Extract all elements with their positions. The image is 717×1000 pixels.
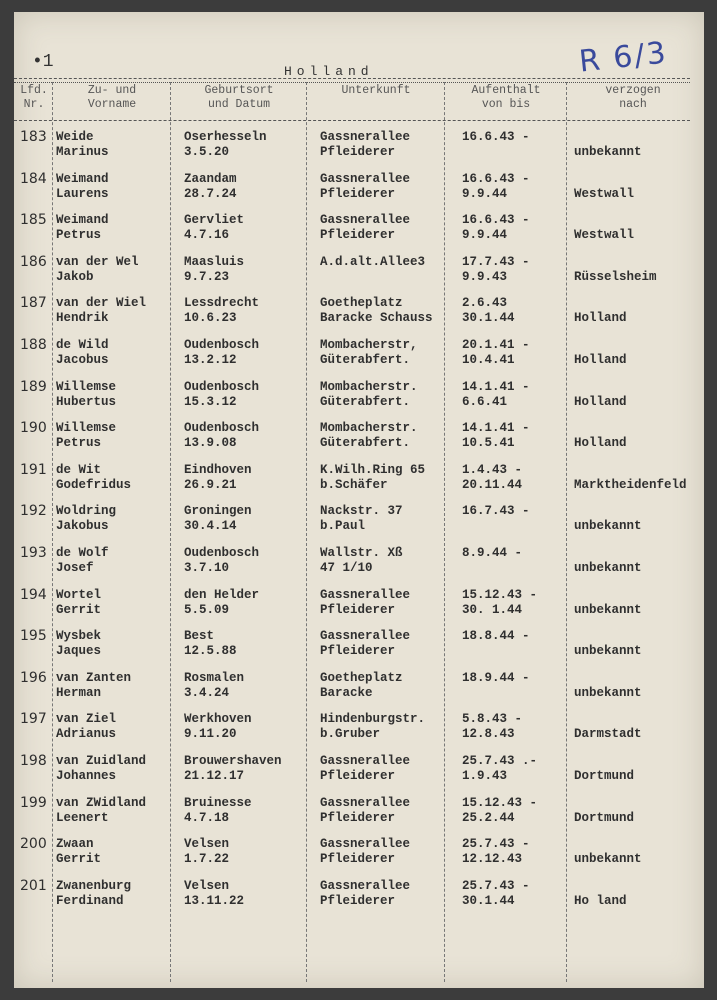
quarters: Gassnerallee Pfleiderer bbox=[320, 754, 411, 783]
moved-to: unbekannt bbox=[574, 685, 642, 700]
page-title: Holland bbox=[284, 64, 374, 79]
moved-to: Darmstadt bbox=[574, 727, 642, 742]
row-number: 189 bbox=[20, 378, 47, 395]
quarters: Gassnerallee Pfleiderer bbox=[320, 837, 411, 867]
row-number: 185 bbox=[20, 212, 47, 229]
row-number: 188 bbox=[20, 337, 47, 353]
birthplace-date: Brouwershaven 21.12.17 bbox=[184, 754, 282, 783]
person-name: de Wolf Josef bbox=[56, 546, 109, 575]
row-number: 201 bbox=[20, 877, 47, 894]
birthplace-date: Velsen 13.11.22 bbox=[184, 878, 245, 908]
person-name: van der Wiel Hendrik bbox=[56, 296, 147, 326]
table-row bbox=[14, 255, 704, 295]
quarters: Gassnerallee Pfleiderer bbox=[320, 213, 411, 243]
header-birth: Geburtsort und Datum bbox=[204, 84, 274, 111]
row-number: 198 bbox=[20, 753, 47, 769]
person-name: Woldring Jakobus bbox=[56, 504, 117, 534]
quarters: Mombacherstr. Güterabfert. bbox=[320, 421, 418, 451]
person-name: Willemse Petrus bbox=[56, 421, 117, 451]
birthplace-date: Gervliet 4.7.16 bbox=[184, 213, 245, 243]
row-number: 186 bbox=[20, 253, 47, 270]
table-row bbox=[14, 463, 704, 503]
moved-to: unbekannt bbox=[574, 145, 642, 159]
table-row bbox=[14, 588, 704, 628]
quarters: Gassnerallee Pfleiderer bbox=[320, 629, 411, 659]
birthplace-date: Werkhoven 9.11.20 bbox=[184, 712, 252, 742]
row-number: 190 bbox=[20, 420, 47, 437]
moved-to: Westwall bbox=[574, 186, 635, 201]
table-row bbox=[14, 629, 704, 669]
moved-to: unbekannt bbox=[574, 561, 642, 575]
moved-to: unbekannt bbox=[574, 519, 642, 534]
person-name: Wortel Gerrit bbox=[56, 587, 102, 617]
birthplace-date: Rosmalen 3.4.24 bbox=[184, 670, 245, 700]
quarters: K.Wilh.Ring 65 b.Schäfer bbox=[320, 462, 426, 492]
person-name: Weimand Petrus bbox=[56, 213, 109, 243]
moved-to: Marktheidenfeld bbox=[574, 477, 687, 492]
table-row bbox=[14, 879, 704, 919]
birthplace-date: Maasluis 9.7.23 bbox=[184, 254, 245, 284]
corner-mark: •1 bbox=[32, 52, 54, 72]
moved-to: unbekannt bbox=[574, 644, 642, 659]
person-name: Weide Marinus bbox=[56, 130, 109, 159]
quarters: Goetheplatz Baracke bbox=[320, 670, 403, 700]
moved-to: Westwall bbox=[574, 228, 635, 243]
moved-to: Holland bbox=[574, 394, 627, 409]
table-row bbox=[14, 338, 704, 378]
quarters: Gassnerallee Pfleiderer bbox=[320, 795, 411, 825]
quarters: Wallstr. Xß 47 1/10 bbox=[320, 546, 403, 575]
person-name: van Ziel Adrianus bbox=[56, 712, 117, 742]
table-row bbox=[14, 172, 704, 212]
row-number: 196 bbox=[20, 669, 47, 686]
birthplace-date: Velsen 1.7.22 bbox=[184, 837, 230, 867]
moved-to: unbekannt bbox=[574, 852, 642, 867]
table-row bbox=[14, 213, 704, 253]
moved-to: Ho land bbox=[574, 893, 627, 908]
quarters: Hindenburgstr. b.Gruber bbox=[320, 712, 426, 742]
stay-period: 1.4.43 - 20.11.44 bbox=[462, 462, 523, 492]
header-moved: verzogen nach bbox=[605, 84, 661, 111]
table-row bbox=[14, 421, 704, 461]
table-row bbox=[14, 130, 704, 170]
person-name: Wysbek Jaques bbox=[56, 629, 102, 659]
person-name: van Zuidland Johannes bbox=[56, 754, 147, 783]
stay-period: 25.7.43 - 30.1.44 bbox=[462, 878, 530, 908]
header-stay: Aufenthalt von bis bbox=[471, 84, 541, 111]
person-name: van ZWidland Leenert bbox=[56, 795, 147, 825]
stay-period: 14.1.41 - 6.6.41 bbox=[462, 379, 530, 409]
row-number: 192 bbox=[20, 503, 47, 520]
birthplace-date: Oserhesseln 3.5.20 bbox=[184, 130, 267, 159]
row-number: 195 bbox=[20, 628, 47, 645]
birthplace-date: Bruinesse 4.7.18 bbox=[184, 795, 252, 825]
document-sheet bbox=[14, 12, 704, 988]
stay-period: 16.6.43 - 9.9.44 bbox=[462, 171, 530, 201]
moved-to: Rüsselsheim bbox=[574, 269, 657, 284]
birthplace-date: Groningen 30.4.14 bbox=[184, 504, 252, 534]
person-name: de Wild Jacobus bbox=[56, 338, 109, 367]
birthplace-date: Oudenbosch 13.9.08 bbox=[184, 421, 260, 451]
stay-period: 25.7.43 - 12.12.43 bbox=[462, 837, 530, 867]
birthplace-date: Eindhoven 26.9.21 bbox=[184, 462, 252, 492]
table-row bbox=[14, 546, 704, 586]
table-row bbox=[14, 671, 704, 711]
stay-period: 17.7.43 - 9.9.43 bbox=[462, 254, 530, 284]
quarters: Mombacherstr, Güterabfert. bbox=[320, 338, 418, 367]
stay-period: 16.6.43 - bbox=[462, 130, 530, 144]
birthplace-date: Lessdrecht 10.6.23 bbox=[184, 296, 260, 326]
header-rule-bottom bbox=[14, 120, 690, 121]
table-row bbox=[14, 712, 704, 752]
quarters: Goetheplatz Baracke Schauss bbox=[320, 296, 433, 326]
quarters: Gassnerallee Pfleiderer bbox=[320, 587, 411, 617]
person-name: van Zanten Herman bbox=[56, 670, 132, 700]
row-number: 187 bbox=[20, 295, 47, 312]
moved-to: Holland bbox=[574, 436, 627, 451]
row-number: 184 bbox=[20, 170, 47, 187]
table-row bbox=[14, 796, 704, 836]
row-number: 200 bbox=[20, 836, 47, 853]
row-number: 199 bbox=[20, 794, 47, 811]
birthplace-date: den Helder 5.5.09 bbox=[184, 587, 260, 617]
table-row bbox=[14, 296, 704, 336]
quarters: Gassnerallee Pfleiderer bbox=[320, 171, 411, 201]
header-quarters: Unterkunft bbox=[341, 84, 411, 97]
birthplace-date: Zaandam 28.7.24 bbox=[184, 171, 237, 201]
handwritten-reference-note: R 6/3 bbox=[577, 35, 670, 80]
row-number: 183 bbox=[20, 129, 47, 145]
header-rule-top bbox=[14, 78, 690, 79]
birthplace-date: Oudenbosch 13.2.12 bbox=[184, 338, 260, 367]
person-name: Zwaan Gerrit bbox=[56, 837, 102, 867]
stay-period: 5.8.43 - 12.8.43 bbox=[462, 712, 523, 742]
stay-period: 16.7.43 - bbox=[462, 504, 530, 519]
quarters: Gassnerallee Pfleiderer bbox=[320, 130, 411, 159]
stay-period: 8.9.44 - bbox=[462, 546, 523, 560]
stay-period: 18.8.44 - bbox=[462, 629, 530, 644]
table-row bbox=[14, 754, 704, 794]
quarters: Gassnerallee Pfleiderer bbox=[320, 878, 411, 908]
moved-to: Holland bbox=[574, 353, 627, 367]
stay-period: 15.12.43 - 30. 1.44 bbox=[462, 587, 538, 617]
stay-period: 25.7.43 .- 1.9.43 bbox=[462, 754, 538, 783]
row-number: 191 bbox=[20, 461, 47, 478]
moved-to: Holland bbox=[574, 311, 627, 326]
person-name: de Wit Godefridus bbox=[56, 462, 132, 492]
row-number: 194 bbox=[20, 586, 47, 603]
stay-period: 15.12.43 - 25.2.44 bbox=[462, 795, 538, 825]
stay-period: 20.1.41 - 10.4.41 bbox=[462, 338, 530, 367]
stay-period: 14.1.41 - 10.5.41 bbox=[462, 421, 530, 451]
quarters: A.d.alt.Allee3 bbox=[320, 254, 426, 269]
birthplace-date: Oudenbosch 15.3.12 bbox=[184, 379, 260, 409]
table-row bbox=[14, 504, 704, 544]
header-nr: Lfd. Nr. bbox=[20, 84, 48, 111]
header-rule-top-dotted bbox=[14, 82, 690, 83]
row-number: 197 bbox=[20, 711, 47, 728]
moved-to: Dortmund bbox=[574, 810, 635, 825]
stay-period: 2.6.43 30.1.44 bbox=[462, 296, 515, 326]
moved-to: Dortmund bbox=[574, 769, 635, 783]
person-name: Weimand Laurens bbox=[56, 171, 109, 201]
birthplace-date: Oudenbosch 3.7.10 bbox=[184, 546, 260, 575]
person-name: van der Wel Jakob bbox=[56, 254, 139, 284]
row-number: 193 bbox=[20, 545, 47, 561]
quarters: Mombacherstr. Güterabfert. bbox=[320, 379, 418, 409]
table-row bbox=[14, 837, 704, 877]
moved-to: unbekannt bbox=[574, 602, 642, 617]
person-name: Zwanenburg Ferdinand bbox=[56, 878, 132, 908]
birthplace-date: Best 12.5.88 bbox=[184, 629, 237, 659]
stay-period: 18.9.44 - bbox=[462, 670, 530, 685]
stay-period: 16.6.43 - 9.9.44 bbox=[462, 213, 530, 243]
person-name: Willemse Hubertus bbox=[56, 379, 117, 409]
header-name: Zu- und Vorname bbox=[87, 84, 137, 111]
quarters: Nackstr. 37 b.Paul bbox=[320, 504, 403, 534]
table-row bbox=[14, 380, 704, 420]
